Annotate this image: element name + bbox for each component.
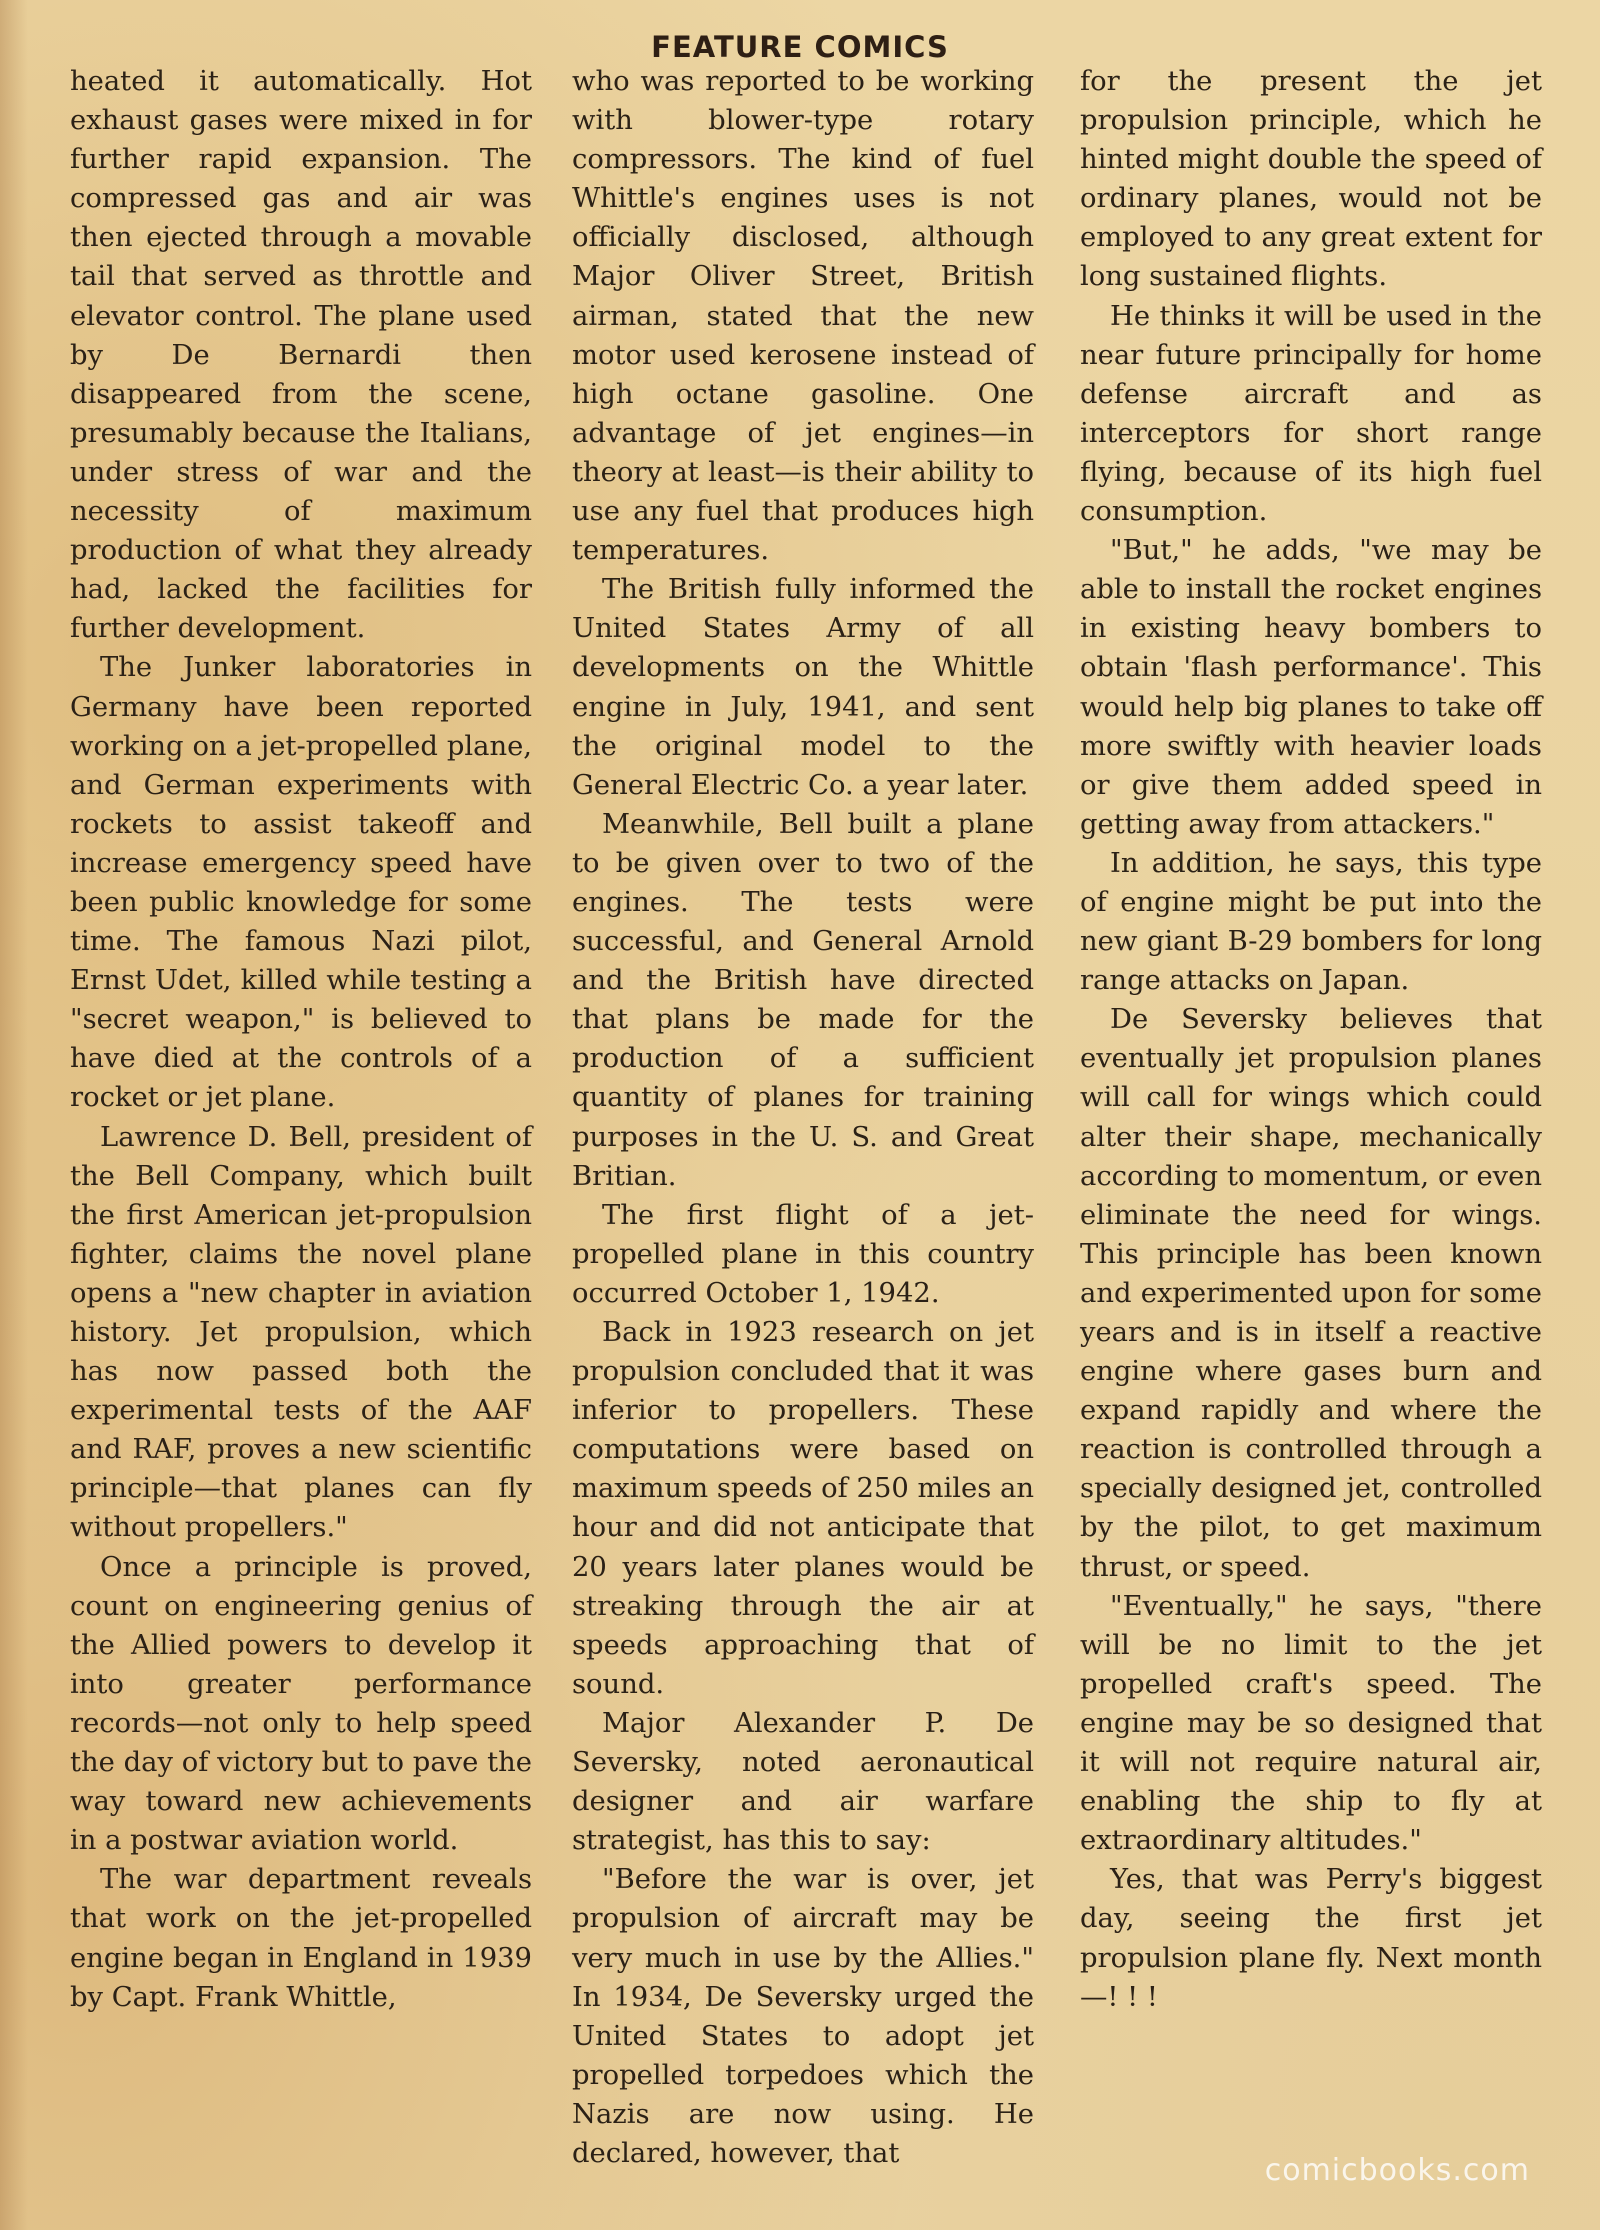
paragraph: De Seversky believes that eventually jet propulsion planes will call for wings which could alter their shape, mechanically according to momentum, or even eliminate the need for wings. This principle has been known and experimented upon for some years and is in itself a reactive engine where gases burn and expand rapidly and where the reaction is controlled through a specially designed jet, controlled by the pilot, to get maximum thrust, or speed. [1080, 1004, 1542, 1583]
paragraph: Back in 1923 research on jet propulsion concluded that it was inferior to propellers. These computations were based on maximum speeds of 250 miles an hour and did not anticipate that 20 years later planes would be streaking through the air at speeds approaching that of sound. [572, 1317, 1034, 1700]
text-column-3 [1080, 62, 1542, 2017]
paragraph: for the present the jet propulsion principle, which he hinted might double the speed of ordinary planes, would not be employed to any great extent for long sustained flights. [1080, 66, 1542, 293]
paragraph: "But," he adds, "we may be able to install the rocket engines in existing heavy bombers to obtain 'flash performance'. This would help big planes to take off more swiftly with heavier loads or give them added speed in getting away from attackers." [1080, 535, 1542, 840]
paragraph: Meanwhile, Bell built a plane to be given over to two of the engines. The tests were successful, and General Arnold and the British have directed that plans be made for the production of a sufficient quantity of planes for training purposes in the U. S. and Great Britian. [572, 808, 1034, 1192]
paragraph: Lawrence D. Bell, president of the Bell Company, which built the first American jet-propulsion fighter, claims the novel plane opens a "new chapter in aviation history. Jet propulsion, which has now passed both the experimental tests of the AAF and RAF, proves a new scientific principle—that planes can fly without propellers." [70, 1121, 532, 1544]
paragraph: The Junker laboratories in Germany have been reported working on a jet-propelled plane, and German experiments with rockets to assist takeoff and increase emergency speed have been public knowledge for some time. The famous Nazi pilot, Ernst Udet, killed while testing a "secret weapon," is believed to have died at the controls of a rocket or jet plane. [70, 652, 532, 1114]
paragraph: He thinks it will be used in the near future principally for home defense aircraft and as interceptors for short range flying, because of its high fuel consumption. [1080, 300, 1542, 528]
paragraph: Once a principle is proved, count on engineering genius of the Allied powers to develop it into greater performance records—not only to help speed the day of victory but to pave the way toward new achievements in a postwar aviation world. [70, 1551, 532, 1857]
page-header: FEATURE COMICS [651, 30, 949, 64]
paragraph: The first flight of a jet-propelled plane in this country occurred October 1, 1942. [572, 1199, 1034, 1309]
paragraph: In addition, he says, this type of engine might be put into the new giant B-29 bombers for long range attacks on Japan. [1080, 847, 1542, 997]
site-watermark: comicbooks.com [1264, 2153, 1530, 2188]
paragraph: Yes, that was Perry's biggest day, seeing the first jet propulsion plane fly. Next month—! ! ! [1080, 1864, 1542, 2013]
paragraph: "Eventually," he says, "there will be no limit to the jet propelled craft's speed. The engine may be so designed that it will not require natural air, enabling the ship to fly at extraordinary altitudes." [1080, 1590, 1542, 1857]
text-column-2 [572, 62, 1034, 2173]
paragraph: The war department reveals that work on the jet-propelled engine began in England in 1939 by Capt. Frank Whittle, [70, 1864, 532, 2013]
page-fold-shadow [0, 0, 28, 2230]
paragraph: heated it automatically. Hot exhaust gases were mixed in for further rapid expansion. The compressed gas and air was then ejected through a movable tail that served as throttle and elevator control. The plane used by De Bernardi then disappeared from the scene, presumably because the Italians, under stress of war and the necessity of maximum production of what they already had, lacked the facilities for further development. [70, 66, 532, 645]
paragraph: who was reported to be working with blower-type rotary compressors. The kind of fuel Whittle's engines uses is not officially disclosed, although Major Oliver Street, British airman, stated that the new motor used kerosene instead of high octane gasoline. One advantage of jet engines—in theory at least—is their ability to use any fuel that produces high temperatures. [572, 66, 1034, 567]
paragraph: The British fully informed the United States Army of all developments on the Whittle engine in July, 1941, and sent the original model to the General Electric Co. a year later. [572, 574, 1034, 801]
text-column-1 [70, 62, 532, 2017]
paragraph: Major Alexander P. De Seversky, noted aeronautical designer and air warfare strategist, has this to say: [572, 1707, 1034, 1857]
paragraph: "Before the war is over, jet propulsion of aircraft may be very much in use by the Allies." In 1934, De Seversky urged the United States to adopt jet propelled torpedoes which the Nazis are now using. He declared, however, that [572, 1864, 1034, 2169]
